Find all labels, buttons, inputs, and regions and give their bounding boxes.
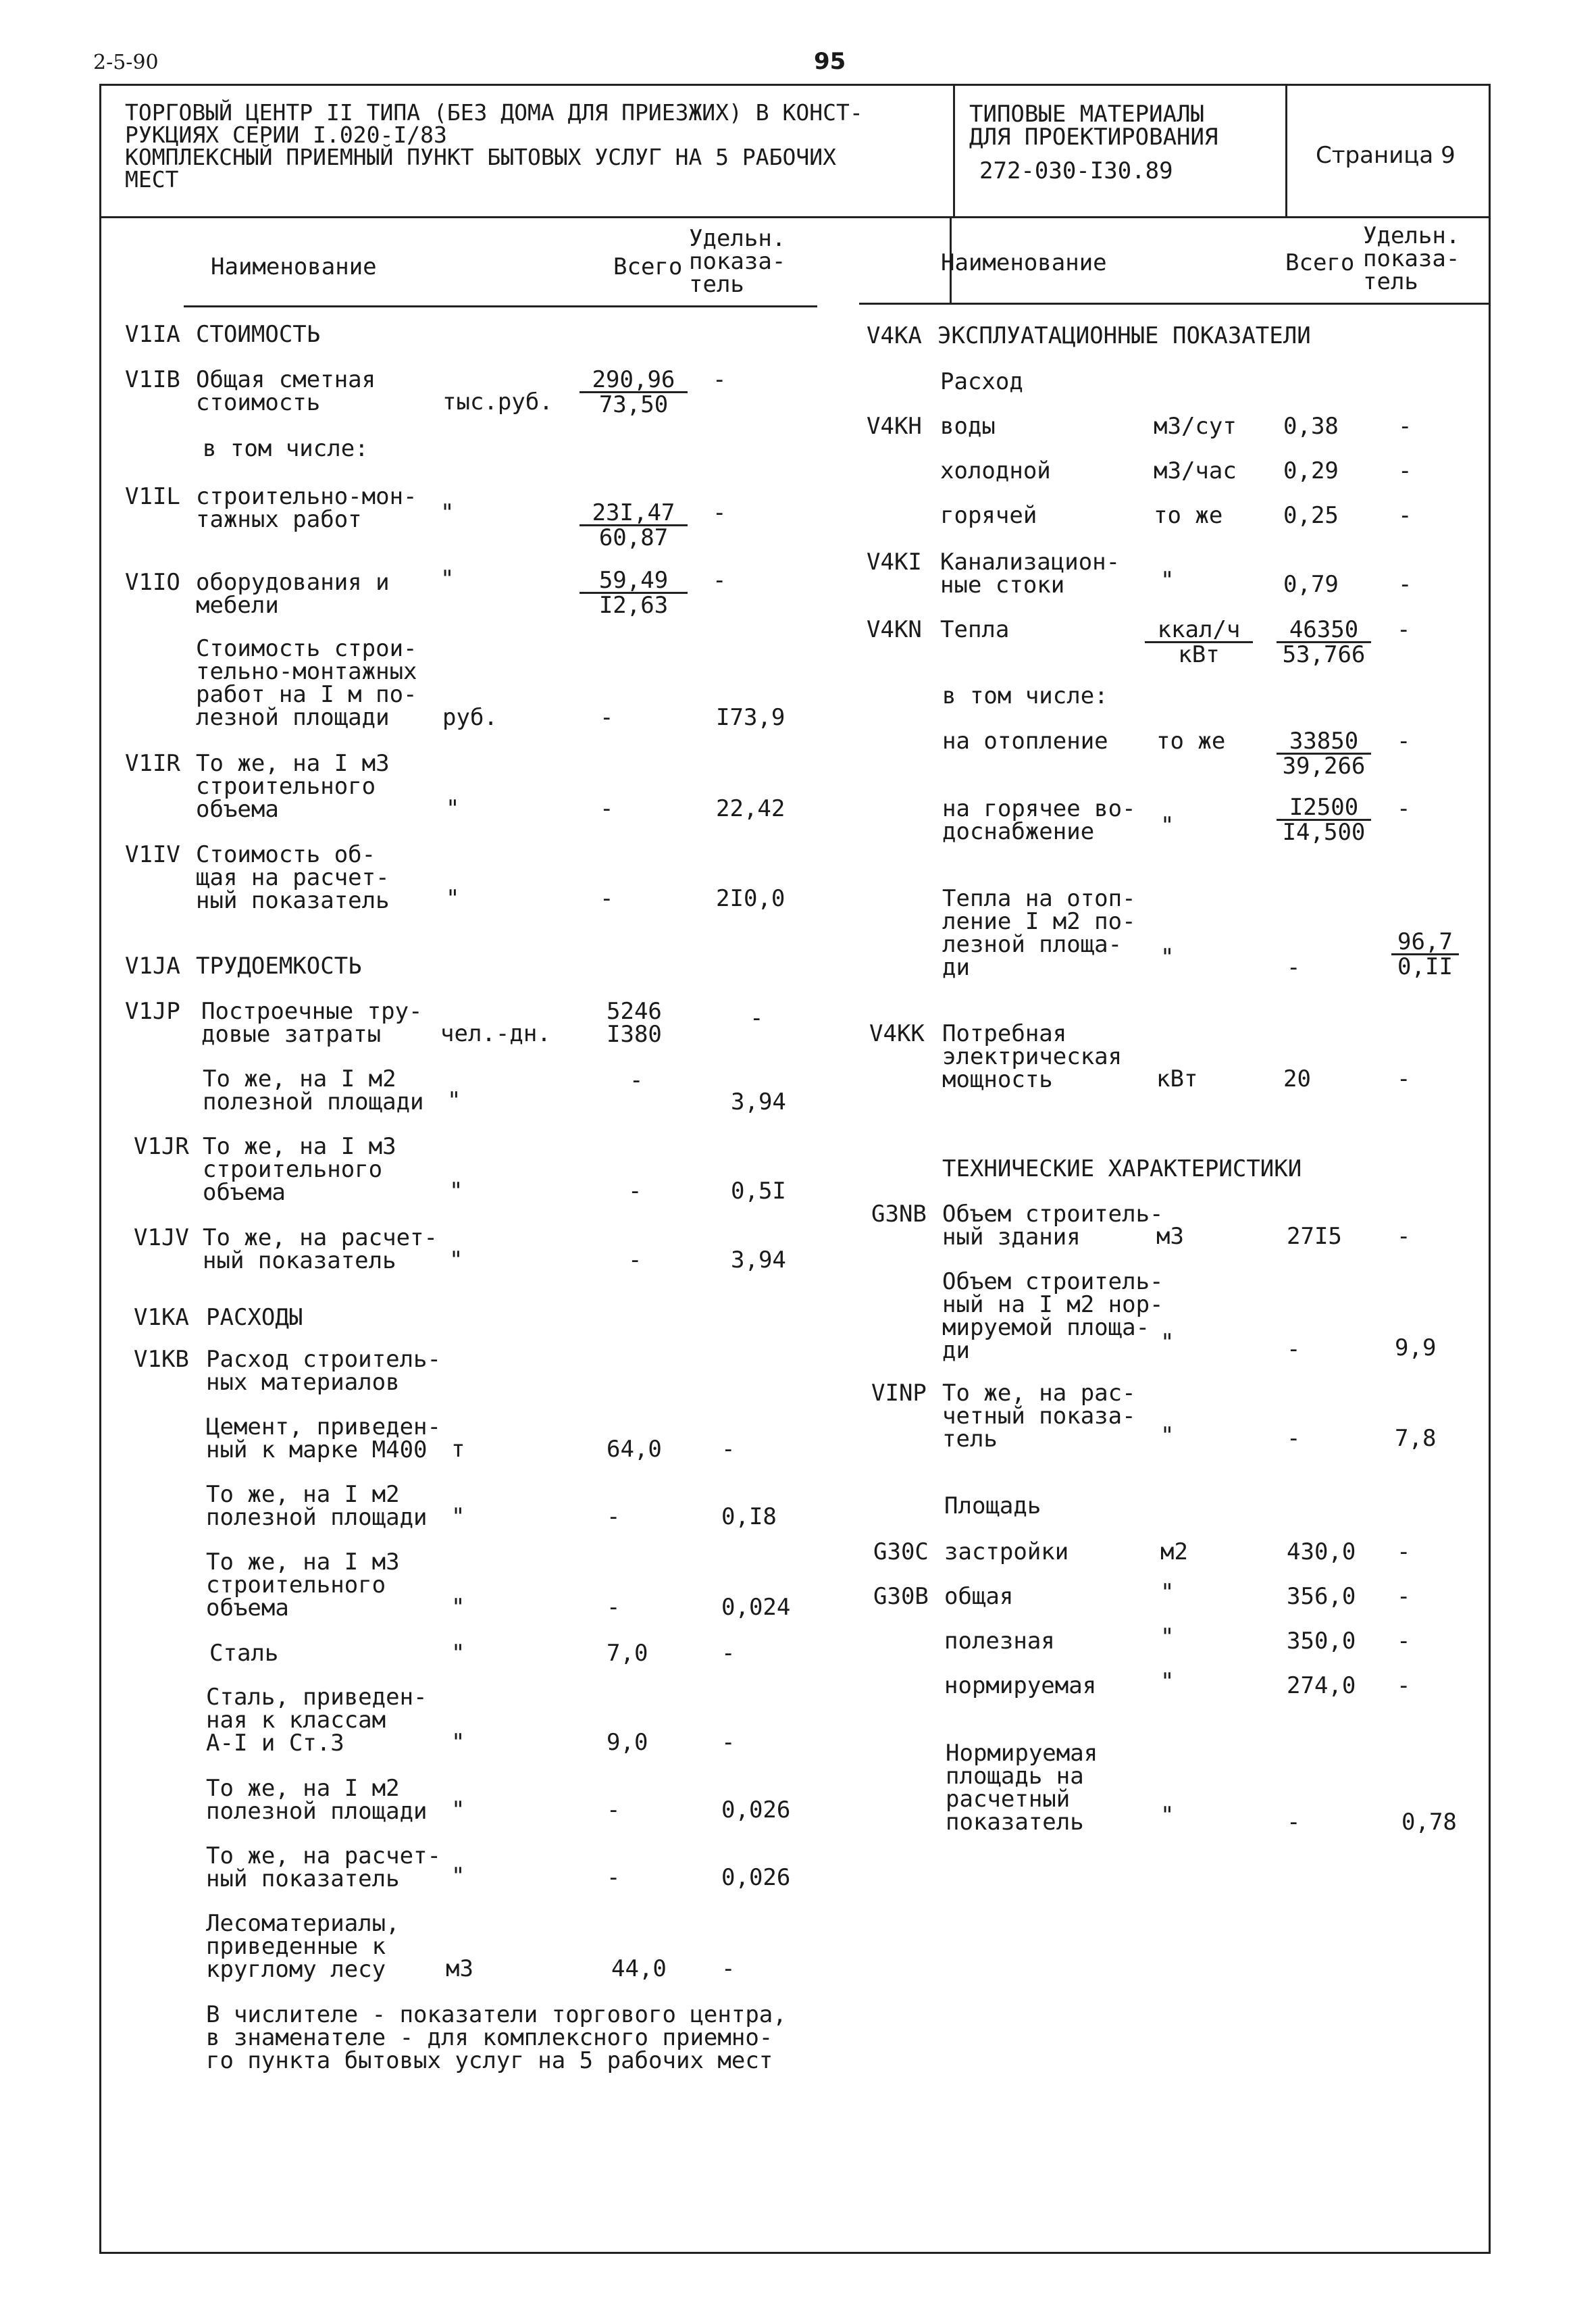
denominator: 73,50: [598, 391, 669, 418]
row-volume-calc-total: -: [1287, 1425, 1301, 1452]
project-code: 272-030-I30.89: [979, 157, 1173, 184]
code-v4ka: V4KA: [867, 322, 922, 349]
row-heat-spec: -: [1397, 616, 1411, 643]
denominator: 60,87: [598, 524, 669, 551]
row-labor-calc-name: То же, на расчет- ный показатель: [203, 1224, 438, 1274]
denominator: 0,II: [1397, 953, 1453, 980]
numerator: 96,7: [1391, 930, 1459, 955]
section-cost: СТОИМОСТЬ: [196, 321, 321, 348]
row-volume-name: Объем строитель- ный здания: [942, 1201, 1164, 1251]
row-heat-m2-unit: ": [1160, 944, 1175, 971]
row-useful-area-spec: -: [1397, 1628, 1411, 1655]
row-heat-m2-value: [1391, 930, 1459, 978]
row-volume-calc-spec: 7,8: [1395, 1425, 1437, 1452]
row-water-total: 0,38: [1283, 413, 1339, 440]
code-v1jr: V1JR: [134, 1133, 189, 1160]
area-label: Площадь: [944, 1492, 1041, 1519]
row-total-area-unit: ": [1160, 1579, 1175, 1606]
row-water-name: воды: [940, 413, 996, 440]
code-v1jp: V1JP: [125, 998, 180, 1025]
row-labor-m2-unit: ": [447, 1087, 461, 1114]
row-power-total: 20: [1283, 1065, 1311, 1092]
header-specific: Удельн. показа- тель: [689, 225, 786, 298]
row-normed-area-total: 274,0: [1287, 1672, 1356, 1699]
row-hot-name: горячей: [940, 502, 1037, 529]
row-total-area-spec: -: [1397, 1583, 1411, 1610]
row-sewage-total: 0,79: [1283, 571, 1339, 598]
footnote: В числителе - показатели торгового центра, в знаменателе - для комплексного приемно- го пункта бытовых услуг на 5 рабочих мест: [206, 2001, 787, 2074]
row-useful-area-unit: ": [1160, 1624, 1175, 1651]
stamp-sep-1: [953, 84, 955, 216]
row-labor-m2-total: -: [629, 1067, 644, 1094]
row-heat-m2-name: Тепла на отоп- ление I м2 по- лезной площа- ди: [942, 885, 1136, 981]
sheet-page-label: Страница 9: [1316, 142, 1456, 169]
row-heating-unit: то же: [1156, 728, 1226, 755]
in-including: в том числе:: [203, 435, 369, 462]
row-steel2-unit: ": [451, 1729, 465, 1756]
row-hot-unit: то же: [1154, 502, 1223, 529]
row-total-area-name: общая: [944, 1583, 1014, 1610]
row-smr-name: строительно-мон- тажных работ: [196, 483, 417, 533]
section-technical: ТЕХНИЧЕСКИЕ ХАРАКТЕРИСТИКИ: [942, 1155, 1302, 1182]
row-heating-spec: -: [1397, 728, 1411, 755]
row-steel-unit: ": [451, 1640, 465, 1667]
row-hotwater-unit: ": [1160, 812, 1175, 839]
row-volume-norm-name: Объем строитель- ный на I м2 нор- мируемой площа- ди: [942, 1268, 1164, 1364]
header-total: Всего: [613, 253, 683, 280]
row-steel-spec: -: [721, 1640, 736, 1667]
row-cold-name: холодной: [940, 457, 1051, 484]
row-hot-spec: -: [1398, 502, 1412, 529]
code-v1jv: V1JV: [134, 1224, 189, 1251]
row-hotwater-spec: -: [1397, 795, 1411, 822]
header-total-right: Всего: [1285, 249, 1355, 276]
row-normed-area-name: нормируемая: [944, 1672, 1097, 1699]
row-labor-calc-total: -: [628, 1247, 642, 1274]
row-total-cost-unit: тыс.руб.: [442, 388, 553, 416]
code-v4ki: V4KI: [867, 549, 922, 576]
row-cement-m3-spec: 0,024: [721, 1594, 791, 1621]
stamp-sep-2: [1285, 84, 1287, 216]
row-power-unit: кВт: [1156, 1065, 1198, 1092]
row-steel-name: Сталь: [209, 1640, 279, 1667]
row-labor-calc-unit: ": [449, 1247, 463, 1274]
row-volume-calc-unit: ": [1160, 1422, 1175, 1449]
code-vinp: VINP: [871, 1380, 927, 1407]
row-smr-unit: ": [440, 499, 455, 526]
row-volume-norm-unit: ": [1160, 1329, 1175, 1356]
row-total-cost-value: [580, 368, 688, 416]
code-v1io: V1IO: [125, 569, 180, 596]
row-smr-spec: -: [713, 499, 727, 526]
row-equipment-name: оборудования и мебели: [196, 569, 390, 619]
section-expenses: РАСХОДЫ: [206, 1304, 303, 1331]
row-cement-m3-name: То же, на I м3 строительного объема: [206, 1549, 400, 1621]
row-cold-total: 0,29: [1283, 457, 1339, 484]
row-cost-m2-name: Стоимость строи- тельно-монтажных работ на I м по- лезной площади: [196, 635, 417, 731]
row-labor-total: 5246 I380: [607, 998, 662, 1048]
row-total-cost-name: Общая сметная стоимость: [196, 366, 376, 416]
row-equipment-unit: ": [440, 565, 455, 593]
row-normed-area-unit: ": [1160, 1668, 1175, 1695]
unit-denominator: кВт: [1178, 641, 1220, 668]
row-power-spec: -: [1397, 1065, 1411, 1092]
row-sewage-name: Канализацион- ные стоки: [940, 549, 1121, 599]
row-water-spec: -: [1398, 413, 1412, 440]
row-steel-calc-total: -: [607, 1864, 621, 1891]
in-including-right: в том числе:: [942, 682, 1108, 709]
row-hotwater-value: [1277, 796, 1371, 844]
row-labor-name: Построечные тру- довые затраты: [201, 998, 423, 1048]
row-heating-value: [1277, 730, 1371, 778]
row-labor-spec: -: [750, 1005, 764, 1032]
row-normed-area-spec: -: [1397, 1672, 1411, 1699]
row-cost-m3-unit: ": [446, 795, 460, 822]
header-underline-right: [859, 303, 1489, 305]
row-cement-m2-unit: ": [451, 1503, 465, 1530]
denominator: 39,266: [1282, 753, 1366, 780]
row-cement-spec: -: [721, 1436, 736, 1463]
row-labor-m3-spec: 0,5I: [731, 1178, 786, 1205]
code-v1il: V1IL: [125, 483, 180, 510]
row-smr-value: [580, 501, 688, 549]
row-heating-name: на отопление: [942, 728, 1108, 755]
row-cost-m3-total: -: [600, 795, 614, 822]
code-v1ja: V1JA: [125, 953, 180, 980]
row-volume-norm-total: -: [1287, 1336, 1301, 1363]
row-cost-m2-spec: I73,9: [716, 704, 786, 731]
code-v4kn: V4KN: [867, 616, 922, 643]
row-steel2-spec: -: [721, 1729, 736, 1756]
row-equipment-value: [580, 569, 688, 617]
row-cement-name: Цемент, приведен- ный к марке М400: [206, 1413, 441, 1463]
row-wood-name: Лесоматериалы, приведенные к круглому лесу: [206, 1910, 400, 1983]
row-heat-unit: [1145, 618, 1253, 666]
row-wood-unit: м3: [446, 1955, 473, 1982]
row-useful-area-name: полезная: [944, 1628, 1055, 1655]
row-cost-calc-name: Стоимость об- щая на расчет- ный показатель: [196, 841, 390, 914]
header-specific-right: Удельн. показа- тель: [1363, 222, 1460, 295]
row-total-cost-spec: -: [713, 366, 727, 393]
numerator: 59,49: [580, 569, 688, 594]
row-steel-calc-name: То же, на расчет- ный показатель: [206, 1842, 441, 1892]
row-heat-value: [1277, 618, 1371, 666]
code-v1ka: V1KA: [134, 1304, 189, 1331]
row-cost-calc-unit: ": [446, 885, 460, 912]
row-cement-m3-unit: ": [451, 1594, 465, 1621]
row-heat-name: Тепла: [940, 616, 1010, 643]
row-steel-calc-spec: 0,026: [721, 1864, 791, 1891]
row-volume-total: 27I5: [1287, 1223, 1342, 1250]
row-cost-m3-name: То же, на I м3 строительного объема: [196, 750, 390, 823]
row-cement-total: 64,0: [607, 1436, 662, 1463]
numerator: 33850: [1277, 730, 1371, 755]
row-steel-calc-unit: ": [451, 1863, 465, 1890]
header-name-right: Наименование: [941, 249, 1107, 276]
row-labor-m3-unit: ": [449, 1178, 463, 1205]
row-steel-m2-unit: ": [451, 1796, 465, 1823]
row-cement-m2-spec: 0,I8: [721, 1503, 777, 1530]
stamp-divider: [99, 216, 1489, 218]
code-v1kb: V1KB: [134, 1346, 189, 1373]
row-normed-calc-total: -: [1287, 1809, 1301, 1836]
row-labor-m2-name: То же, на I м2 полезной площади: [203, 1065, 424, 1115]
row-normed-calc-spec: 0,78: [1401, 1809, 1457, 1836]
row-cement-m2-total: -: [607, 1503, 621, 1530]
header-underline-left: [184, 305, 817, 307]
row-steel2-name: Сталь, приведен- ная к классам А-I и Ст.3: [206, 1684, 428, 1757]
numerator: 46350: [1277, 618, 1371, 643]
row-labor-m3-total: -: [628, 1178, 642, 1205]
consumption-label: Расход: [940, 368, 1023, 395]
row-steel2-total: 9,0: [607, 1729, 648, 1756]
row-hotwater-name: на горячее во- доснабжение: [942, 795, 1136, 845]
row-volume-norm-spec: 9,9: [1395, 1334, 1437, 1361]
row-total-area-total: 356,0: [1287, 1583, 1356, 1610]
page-number: 95: [814, 48, 846, 75]
row-cold-spec: -: [1398, 457, 1412, 484]
row-cost-m2-unit: руб.: [442, 704, 498, 731]
header-name: Наименование: [211, 253, 377, 280]
row-water-unit: м3/сут: [1154, 413, 1237, 440]
row-cost-m3-spec: 22,42: [716, 795, 786, 822]
section-operating: ЭКСПЛУАТАЦИОННЫЕ ПОКАЗАТЕЛИ: [937, 322, 1311, 349]
code-g30c: G30C: [873, 1538, 929, 1565]
row-labor-unit: чел.-дн.: [440, 1020, 551, 1047]
row-wood-total: 44,0: [611, 1955, 667, 1982]
numerator: 290,96: [580, 368, 688, 393]
row-equipment-spec: -: [713, 567, 727, 594]
row-cost-calc-total: -: [600, 885, 614, 912]
numerator: I2500: [1277, 796, 1371, 821]
row-sewage-spec: -: [1398, 571, 1412, 598]
row-labor-m3-name: То же, на I м3 строительного объема: [203, 1133, 396, 1206]
row-built-unit: м2: [1160, 1538, 1188, 1565]
row-volume-unit: м3: [1156, 1223, 1184, 1250]
row-built-total: 430,0: [1287, 1538, 1356, 1565]
row-built-name: застройки: [944, 1538, 1069, 1565]
row-built-spec: -: [1397, 1538, 1411, 1565]
row-heat-m2-total: -: [1287, 954, 1301, 981]
denominator: 53,766: [1282, 641, 1366, 668]
row-cost-calc-spec: 2I0,0: [716, 885, 786, 912]
code-v1ia: V1IA: [125, 321, 180, 348]
row-power-name: Потребная электрическая мощность: [942, 1020, 1123, 1093]
code-g30b: G30B: [873, 1583, 929, 1610]
row-normed-calc-name: Нормируемая площадь на расчетный показатель: [946, 1740, 1098, 1836]
row-steel-m2-name: То же, на I м2 полезной площади: [206, 1775, 428, 1825]
unit-numerator: ккал/ч: [1145, 618, 1253, 643]
row-cold-unit: м3/час: [1154, 457, 1237, 484]
doc-code: 2-5-90: [93, 51, 159, 74]
row-hot-total: 0,25: [1283, 502, 1339, 529]
code-g3nb: G3NB: [871, 1201, 927, 1228]
code-v1ir: V1IR: [125, 750, 180, 777]
document-title: ТОРГОВЫЙ ЦЕНТР II ТИПА (БЕЗ ДОМА ДЛЯ ПРИЕЗЖИХ) В КОНСТ- РУКЦИЯХ СЕРИИ I.020-I/83 КОМПЛЕКСНЫЙ ПРИЕМНЫЙ ПУНКТ БЫТОВЫХ УСЛУГ НА 5 РАБОЧИХ МЕСТ: [125, 99, 863, 193]
row-cost-m2-total: -: [600, 704, 614, 731]
code-v1iv: V1IV: [125, 841, 180, 868]
code-v1ib: V1IB: [125, 366, 180, 393]
section-labor: ТРУДОЕМКОСТЬ: [196, 953, 362, 980]
row-cement-m2-name: То же, на I м2 полезной площади: [206, 1481, 428, 1531]
denominator: I4,500: [1282, 819, 1366, 846]
row-useful-area-total: 350,0: [1287, 1628, 1356, 1655]
row-labor-calc-spec: 3,94: [731, 1247, 786, 1274]
row-steel-total: 7,0: [607, 1640, 648, 1667]
code-v4kk: V4KK: [869, 1020, 925, 1047]
row-normed-calc-unit: ": [1160, 1802, 1175, 1829]
row-wood-spec: -: [721, 1955, 736, 1982]
typical-materials-label: ТИПОВЫЕ МАТЕРИАЛЫ ДЛЯ ПРОЕКТИРОВАНИЯ: [969, 101, 1218, 151]
row-steel-m2-spec: 0,026: [721, 1796, 791, 1823]
row-sewage-unit: ": [1160, 567, 1175, 594]
row-labor-m2-spec: 3,94: [731, 1088, 786, 1115]
row-volume-spec: -: [1397, 1223, 1411, 1250]
row-steel-m2-total: -: [607, 1796, 621, 1823]
row-volume-calc-name: То же, на рас- четный показа- тель: [942, 1380, 1136, 1453]
row-materials-name: Расход строитель- ных материалов: [206, 1346, 441, 1396]
row-cement-m3-total: -: [607, 1594, 621, 1621]
code-v4kh: V4KH: [867, 413, 922, 440]
numerator: 23I,47: [580, 501, 688, 526]
denominator: I2,63: [598, 592, 669, 619]
row-cement-unit: т: [451, 1436, 465, 1463]
